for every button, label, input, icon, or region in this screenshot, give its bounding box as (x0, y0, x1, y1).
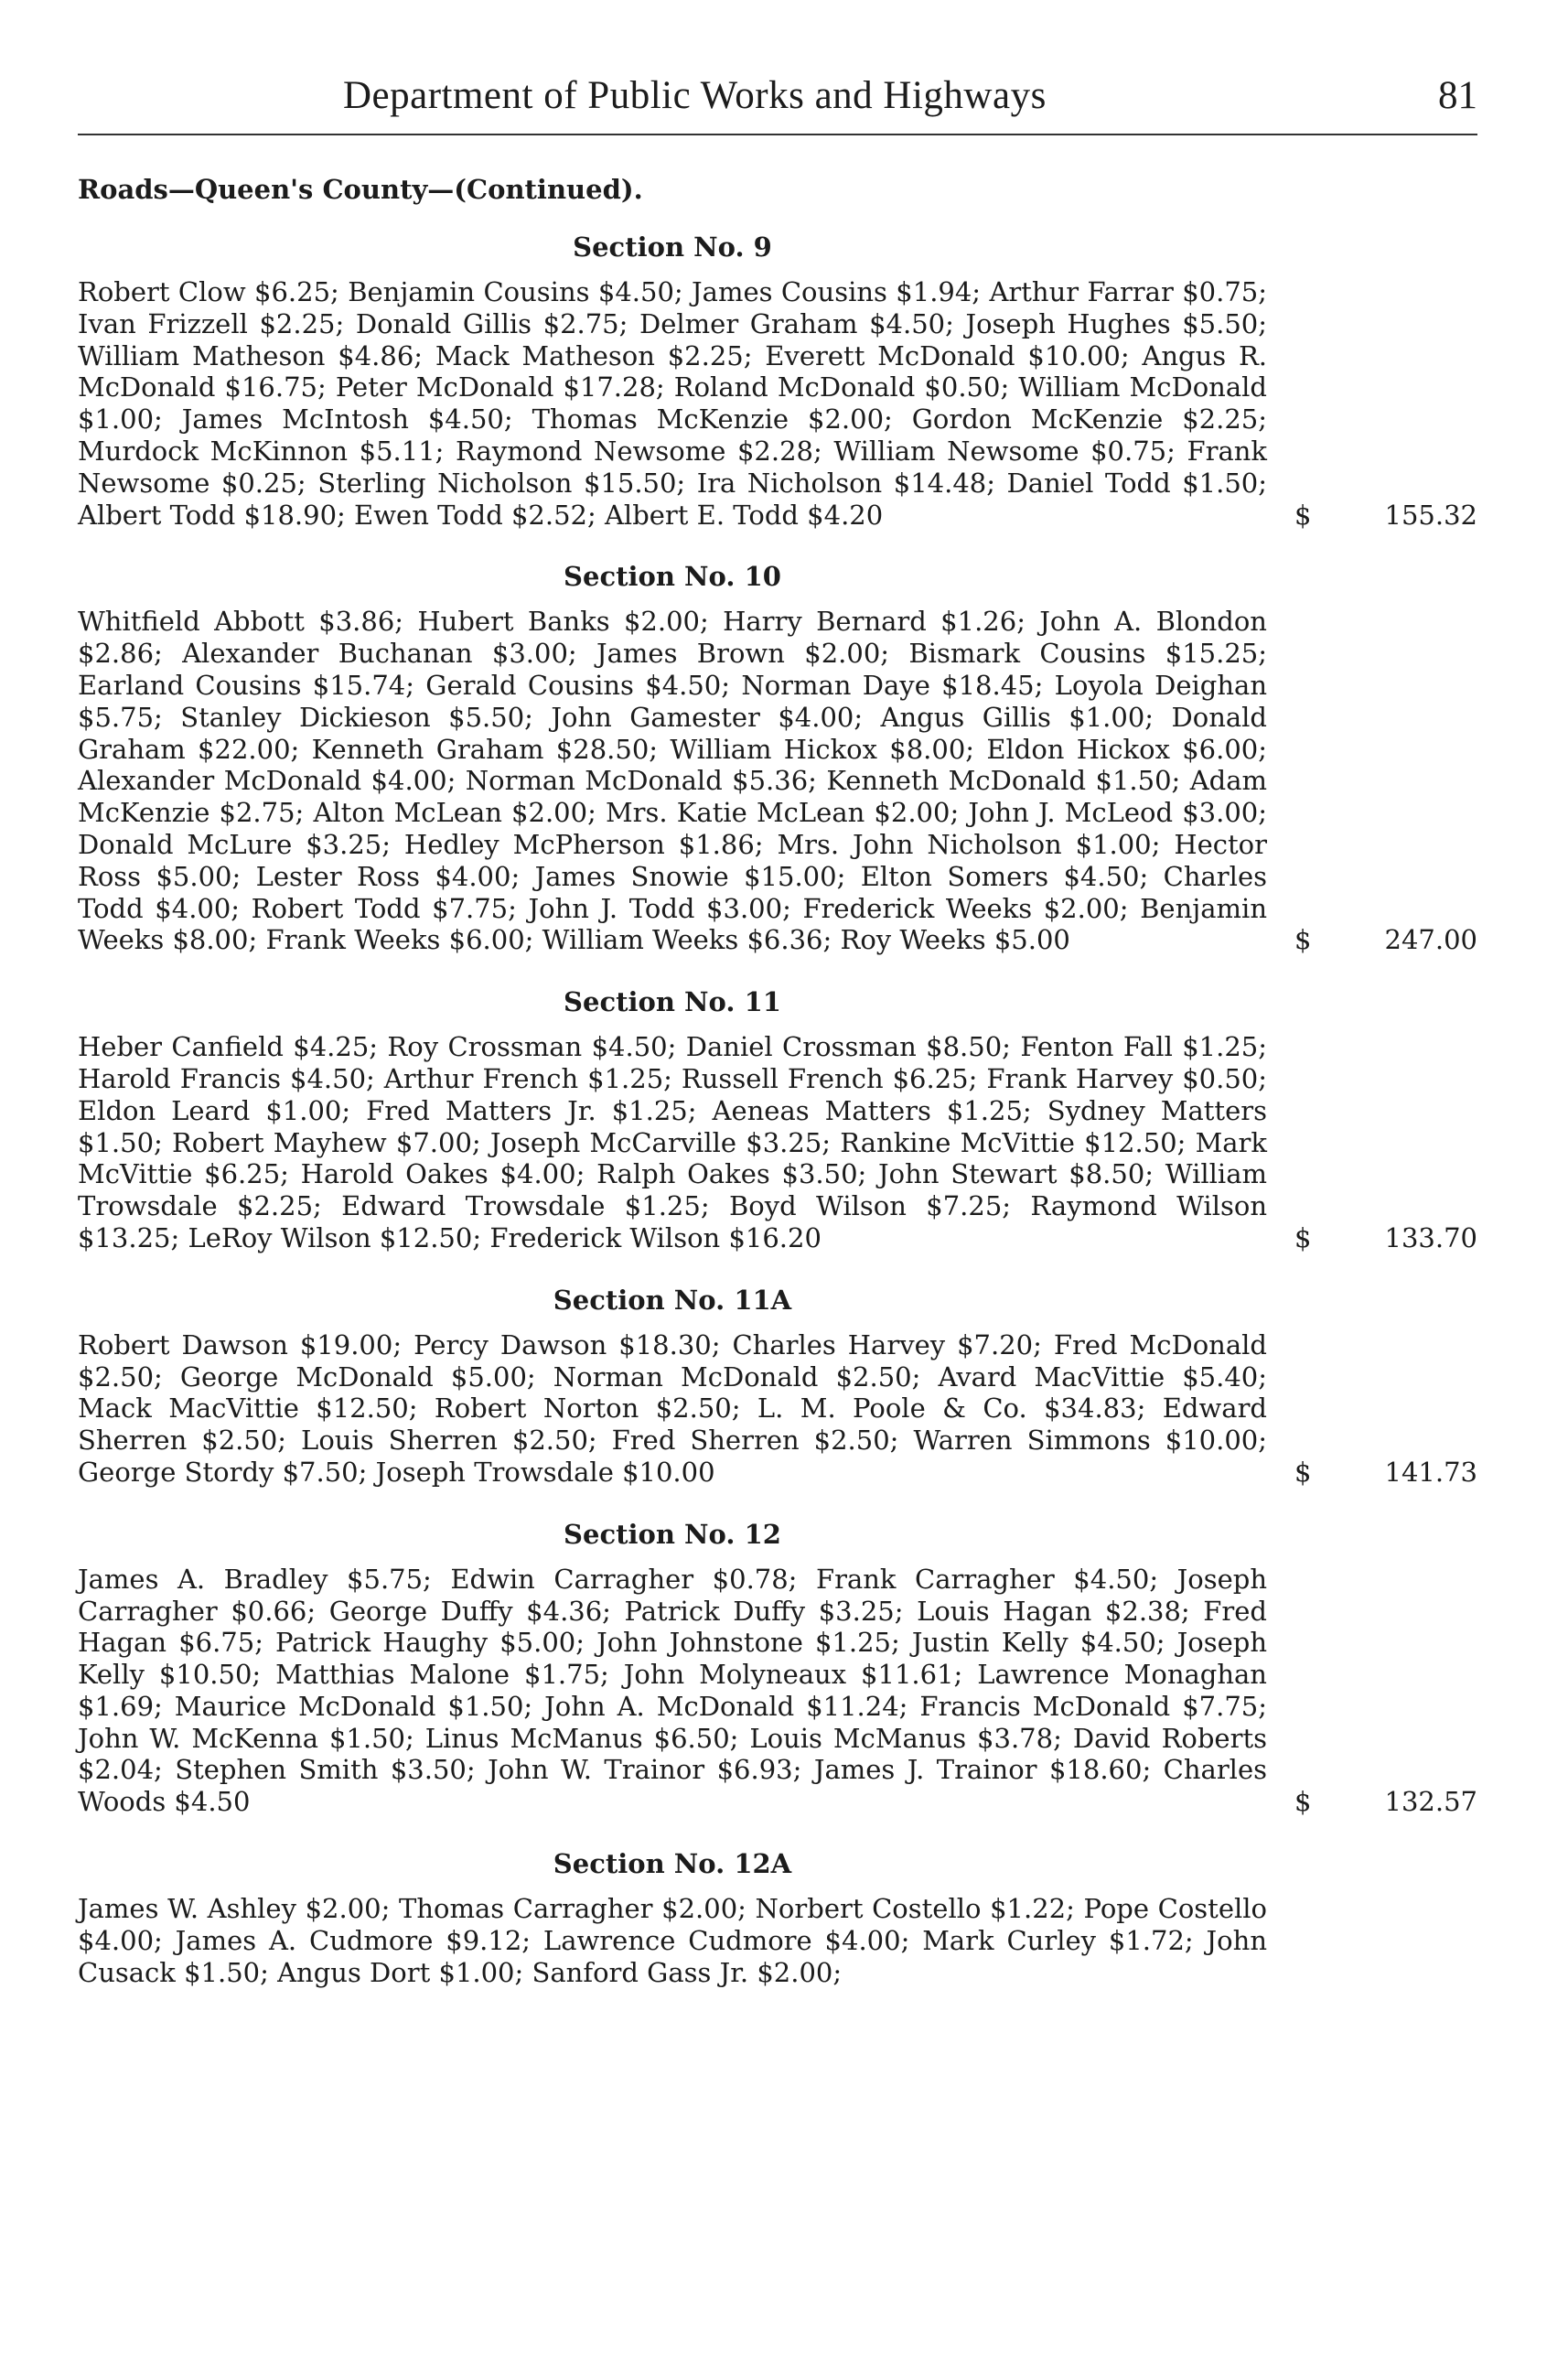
section-text: James W. Ashley $2.00; Thomas Carragher $2.00; Norbert Costello $1.22; Pope Costello $4.00; James A. Cudmore $9.12; Lawrence Cudmore $4.00; Mark Curley $1.72; John Cusack $1.50; Angus Dort $1.00; Sanford Gass Jr. $2.00; (78, 1893, 1267, 1988)
section-9 (78, 225, 1477, 531)
section-body (78, 276, 1477, 531)
section-heading: Section No. 11 (564, 986, 781, 1018)
currency-sign: $ (1294, 1456, 1312, 1488)
section-11a (78, 1278, 1477, 1489)
main-content (78, 174, 1477, 1988)
page-number: 81 (1438, 74, 1477, 117)
section-heading: Section No. 9 (573, 231, 772, 263)
currency-sign: $ (1294, 1221, 1312, 1253)
section-total-amount: 141.73 (1384, 1456, 1477, 1488)
section-heading: Section No. 10 (564, 561, 781, 593)
section-10 (78, 554, 1477, 956)
section-body (78, 1031, 1477, 1254)
section-total-amount: 133.70 (1384, 1221, 1477, 1253)
section-text: Robert Clow $6.25; Benjamin Cousins $4.50; James Cousins $1.94; Arthur Farrar $0.75; Ivan Frizzell $2.25; Donald Gillis $2.75; Delmer Graham $4.50; Joseph Hughes $5.50; William Matheson $4.86; Mack Matheson $2.25; Everett McDonald $10.00; Angus R. McDonald $16.75; Peter McDonald $17.28; Roland McDonald $0.50; William McDonald $1.00; James McIntosh $4.50; Thomas McKenzie $2.00; Gordon McKenzie $2.25; Murdock McKinnon $5.11; Raymond Newsome $2.28; William Newsome $0.75; Frank Newsome $0.25; Sterling Nicholson $15.50; Ira Nicholson $14.48; Daniel Todd $1.50; Albert Todd $18.90; Ewen Todd $2.52; Albert E. Todd $4.20 (78, 276, 1267, 531)
section-total-amount: 132.57 (1384, 1786, 1477, 1818)
currency-sign: $ (1294, 924, 1312, 956)
running-header (78, 73, 1477, 128)
section-body (78, 1893, 1477, 1988)
currency-sign: $ (1294, 499, 1312, 531)
section-body (78, 606, 1477, 956)
section-text: Robert Dawson $19.00; Percy Dawson $18.30; Charles Harvey $7.20; Fred McDonald $2.50; George McDonald $5.00; Norman McDonald $2.50; Avard MacVittie $5.40; Mack MacVittie $12.50; Robert Norton $2.50; L. M. Poole & Co. $34.83; Edward Sherren $2.50; Louis Sherren $2.50; Fred Sherren $2.50; Warren Simmons $10.00; George Stordy $7.50; Joseph Trowsdale $10.00 (78, 1328, 1267, 1488)
section-heading: Section No. 11A (553, 1284, 792, 1316)
header-rule (78, 134, 1477, 135)
section-12a (78, 1842, 1477, 1988)
section-12 (78, 1512, 1477, 1818)
section-body (78, 1564, 1477, 1818)
section-text: James A. Bradley $5.75; Edwin Carragher $0.78; Frank Carragher $4.50; Joseph Carragher $0.66; George Duffy $4.36; Patrick Duffy $3.25; Louis Hagan $2.38; Fred Hagan $6.75; Patrick Haughy $5.00; John Johnstone $1.25; Justin Kelly $4.50; Joseph Kelly $10.50; Matthias Malone $1.75; John Molyneaux $11.61; Lawrence Monaghan $1.69; Maurice McDonald $1.50; John A. McDonald $11.24; Francis McDonald $7.75; John W. McKenna $1.50; Linus McManus $6.50; Louis McManus $3.78; David Roberts $2.04; Stephen Smith $3.50; John W. Trainor $6.93; James J. Trainor $18.60; Charles Woods $4.50 (78, 1563, 1267, 1818)
section-total-amount: 155.32 (1384, 499, 1477, 531)
section-total-amount: 247.00 (1384, 924, 1477, 956)
currency-sign: $ (1294, 1786, 1312, 1818)
section-heading: Section No. 12A (553, 1848, 792, 1880)
section-text: Heber Canfield $4.25; Roy Crossman $4.50; Daniel Crossman $8.50; Fenton Fall $1.25; Harold Francis $4.50; Arthur French $1.25; Russell French $6.25; Frank Harvey $0.50; Eldon Leard $1.00; Fred Matters Jr. $1.25; Aeneas Matters $1.25; Sydney Matters $1.50; Robert Mayhew $7.00; Joseph McCarville $3.25; Rankine McVittie $12.50; Mark McVittie $6.25; Harold Oakes $4.00; Ralph Oakes $3.50; John Stewart $8.50; William Trowsdale $2.25; Edward Trowsdale $1.25; Boyd Wilson $7.25; Raymond Wilson $13.25; LeRoy Wilson $12.50; Frederick Wilson $16.20 (78, 1031, 1267, 1253)
section-text: Whitfield Abbott $3.86; Hubert Banks $2.00; Harry Bernard $1.26; John A. Blondon $2.86; Alexander Buchanan $3.00; James Brown $2.00; Bismark Cousins $15.25; Earland Cousins $15.74; Gerald Cousins $4.50; Norman Daye $18.45; Loyola Deighan $5.75; Stanley Dickieson $5.50; John Gamester $4.00; Angus Gillis $1.00; Donald Graham $22.00; Kenneth Graham $28.50; William Hickox $8.00; Eldon Hickox $6.00; Alexander McDonald $4.00; Norman McDonald $5.36; Kenneth McDonald $1.50; Adam McKenzie $2.75; Alton McLean $2.00; Mrs. Katie McLean $2.00; John J. McLeod $3.00; Donald McLure $3.25; Hedley McPherson $1.86; Mrs. John Nicholson $1.00; Hector Ross $5.00; Lester Ross $4.00; James Snowie $15.00; Elton Somers $4.50; Charles Todd $4.00; Robert Todd $7.75; John J. Todd $3.00; Frederick Weeks $2.00; Benjamin Weeks $8.00; Frank Weeks $6.00; William Weeks $6.36; Roy Weeks $5.00 (78, 606, 1267, 956)
section-11 (78, 980, 1477, 1254)
running-title: Department of Public Works and Highways (343, 74, 1047, 117)
section-heading: Section No. 12 (564, 1518, 781, 1550)
section-body (78, 1329, 1477, 1489)
page-caption: Roads—Queen's County—(Continued). (78, 174, 643, 205)
